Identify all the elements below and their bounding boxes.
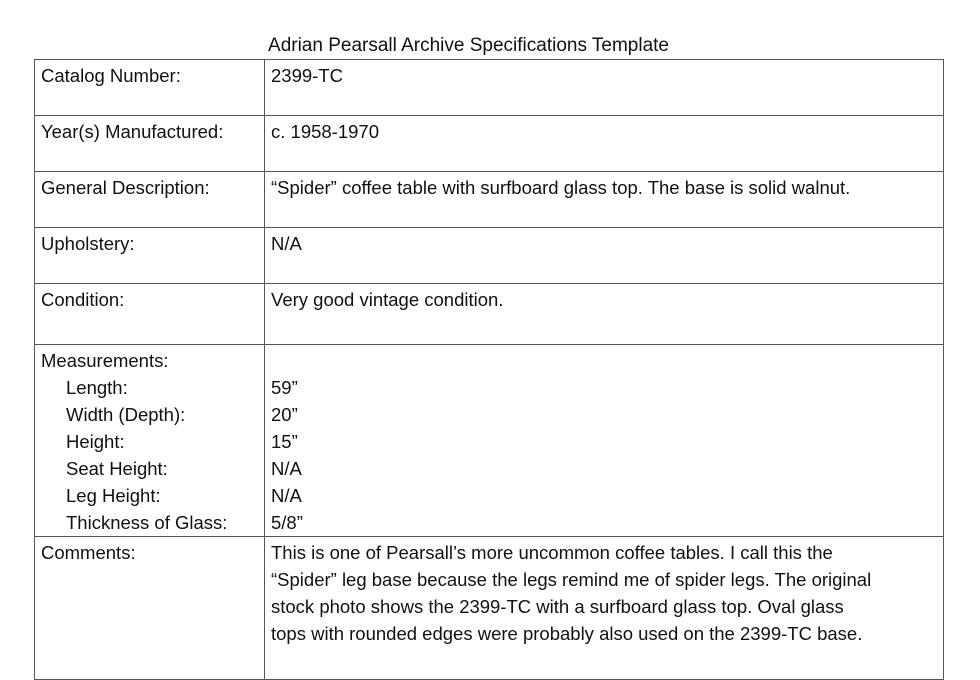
comments-line: tops with rounded edges were probably also used on the 2399-TC base. [271, 623, 863, 644]
table-row [35, 537, 944, 680]
width-label: Width (Depth): [66, 404, 186, 425]
comments-line: “Spider” leg base because the legs remind me of spider legs. The original [271, 569, 872, 590]
condition-label: Condition: [35, 284, 265, 345]
table-row [35, 284, 944, 345]
catalog-number-value: 2399-TC [265, 60, 944, 116]
glass-thickness-label: Thickness of Glass: [66, 512, 228, 533]
height-label: Height: [66, 431, 125, 452]
measurements-labels-cell [35, 345, 265, 537]
upholstery-value: N/A [265, 228, 944, 284]
condition-value: Very good vintage condition. [265, 284, 944, 345]
catalog-number-label: Catalog Number: [35, 60, 265, 116]
table-row [35, 228, 944, 284]
comments-value [265, 537, 944, 680]
table-row [35, 345, 944, 537]
width-value: 20” [271, 404, 298, 425]
measurements-label: Measurements: [41, 350, 169, 371]
height-value: 15” [271, 431, 298, 452]
measurements-values-cell [265, 345, 944, 537]
length-label: Length: [66, 377, 128, 398]
leg-height-value: N/A [271, 485, 302, 506]
specifications-table [34, 59, 944, 680]
length-value: 59” [271, 377, 298, 398]
seat-height-value: N/A [271, 458, 302, 479]
comments-line: This is one of Pearsall’s more uncommon coffee tables. I call this the [271, 542, 833, 563]
years-manufactured-label: Year(s) Manufactured: [35, 116, 265, 172]
table-row [35, 60, 944, 116]
years-manufactured-value: c. 1958-1970 [265, 116, 944, 172]
comments-line: stock photo shows the 2399-TC with a surfboard glass top. Oval glass [271, 596, 844, 617]
comments-label: Comments: [35, 537, 265, 680]
leg-height-label: Leg Height: [66, 485, 161, 506]
document-title: Adrian Pearsall Archive Specifications Template [268, 35, 669, 56]
upholstery-label: Upholstery: [35, 228, 265, 284]
general-description-label: General Description: [35, 172, 265, 228]
table-row [35, 172, 944, 228]
general-description-value: “Spider” coffee table with surfboard glass top. The base is solid walnut. [265, 172, 944, 228]
glass-thickness-value: 5/8” [271, 512, 303, 533]
table-row [35, 116, 944, 172]
seat-height-label: Seat Height: [66, 458, 168, 479]
